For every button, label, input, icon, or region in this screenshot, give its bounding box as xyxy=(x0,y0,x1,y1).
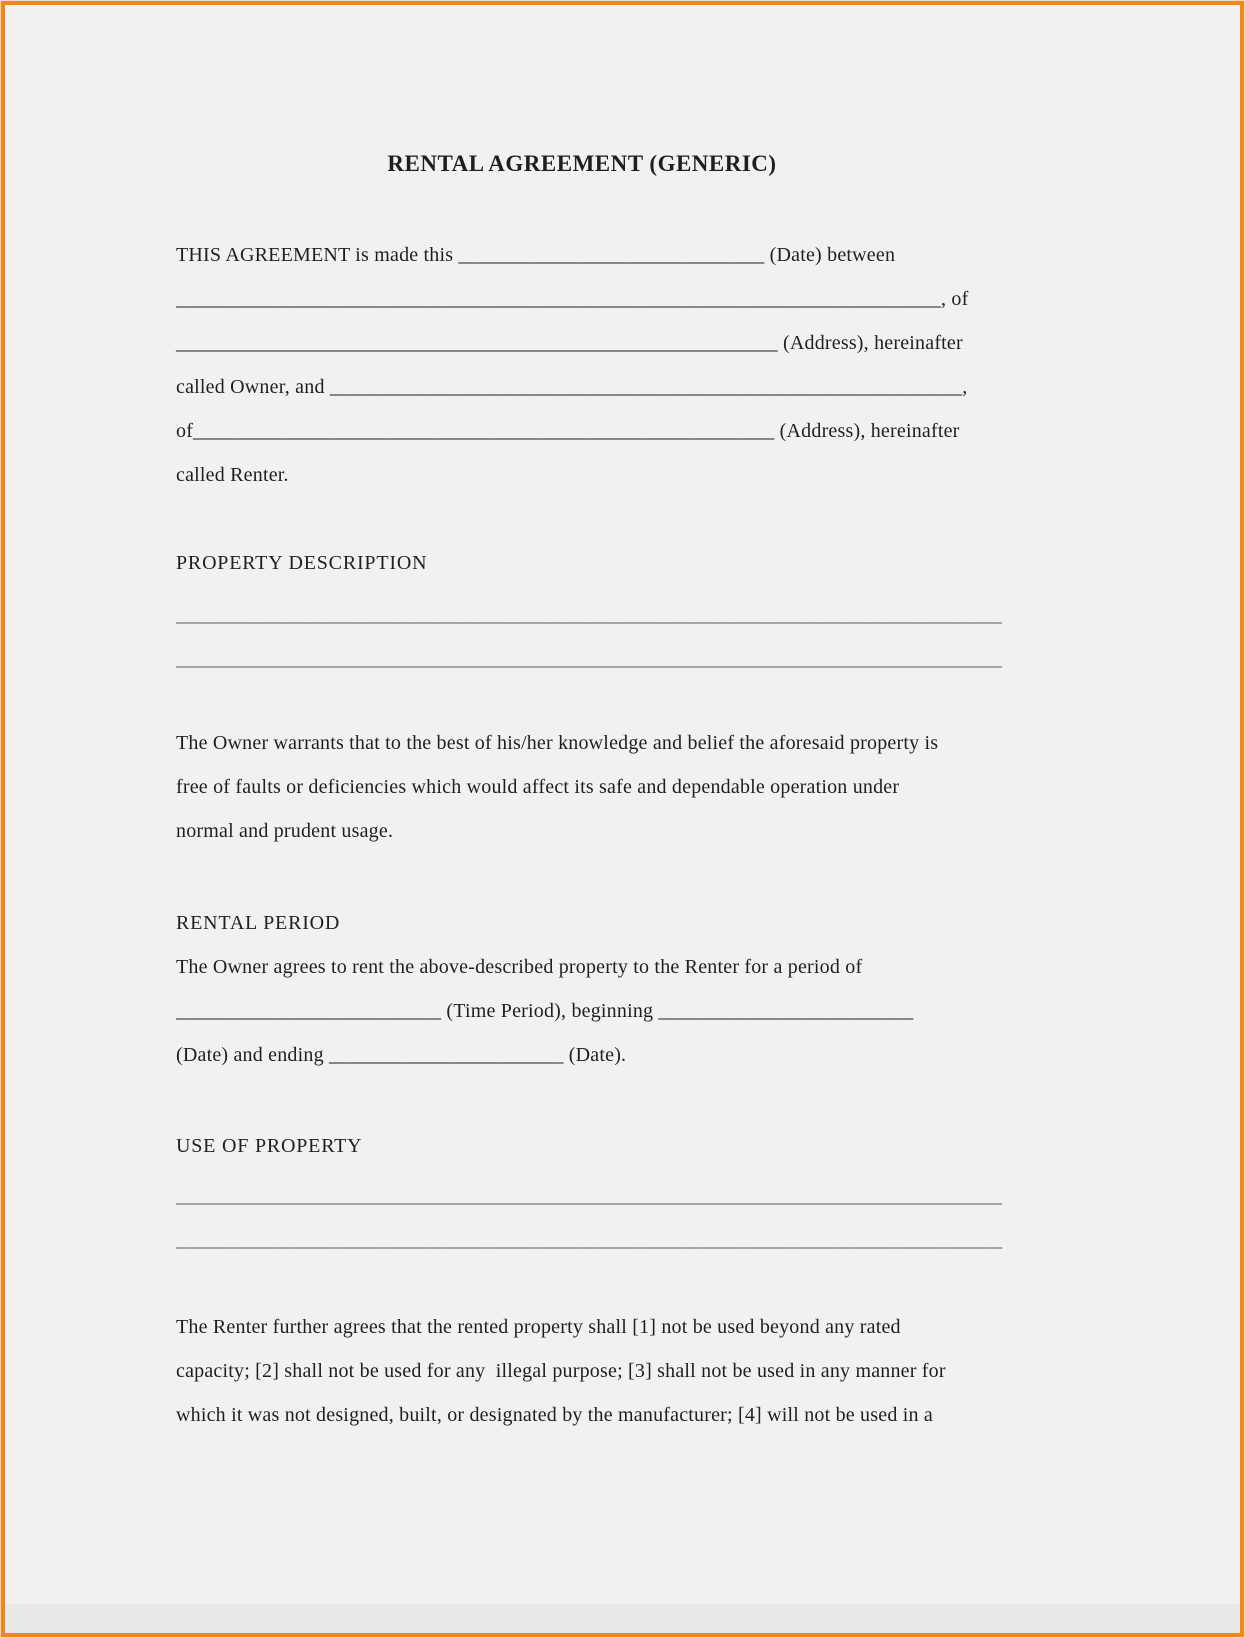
intro-line: ___________________________________________________________ (Address), hereinafter xyxy=(176,332,963,354)
blank-fill-in-line: _________________________________________________________________________________ xyxy=(176,1229,1003,1251)
intro-line: ___________________________________________________________________________, of xyxy=(176,288,969,310)
intro-paragraph xyxy=(176,233,988,497)
blank-fill-in-line: _________________________________________________________________________________ xyxy=(176,604,1003,626)
use-of-property-blanks xyxy=(176,1174,1003,1262)
warranty-line: free of faults or deficiencies which would affect its safe and dependable operation under xyxy=(176,776,900,798)
owner-warranty-paragraph xyxy=(176,721,988,853)
intro-line: THIS AGREEMENT is made this ______________________________ (Date) between xyxy=(176,244,896,266)
warranty-line: normal and prudent usage. xyxy=(176,820,394,842)
property-description-heading: PROPERTY DESCRIPTION xyxy=(176,552,428,574)
scan-bottom-shadow-band xyxy=(5,1604,1240,1633)
intro-line: called Renter. xyxy=(176,464,289,486)
document-page xyxy=(1,1,1244,1637)
blank-fill-in-line: _________________________________________________________________________________ xyxy=(176,648,1003,670)
rental-period-line: __________________________ (Time Period), beginning _________________________ xyxy=(176,1000,914,1022)
document-body xyxy=(176,5,1003,1437)
renter-obligations-line: capacity; [2] shall not be used for any illegal purpose; [3] shall not be used in any manner for xyxy=(176,1360,946,1382)
rental-period-paragraph xyxy=(176,945,988,1077)
renter-obligations-line: The Renter further agrees that the rented property shall [1] not be used beyond any rated xyxy=(176,1316,901,1338)
rental-period-heading: RENTAL PERIOD xyxy=(176,912,341,934)
renter-obligations-paragraph xyxy=(176,1305,988,1437)
property-description-blanks xyxy=(176,593,1003,681)
use-of-property-heading: USE OF PROPERTY xyxy=(176,1135,363,1157)
blank-fill-in-line: _________________________________________________________________________________ xyxy=(176,1185,1003,1207)
intro-line: of_________________________________________________________ (Address), hereinafter xyxy=(176,420,960,442)
intro-line: called Owner, and ______________________________________________________________, xyxy=(176,376,968,398)
rental-period-line: (Date) and ending _______________________ (Date). xyxy=(176,1044,627,1066)
rental-period-line: The Owner agrees to rent the above-described property to the Renter for a period of xyxy=(176,956,863,978)
document-title: RENTAL AGREEMENT (GENERIC) xyxy=(387,151,777,176)
warranty-line: The Owner warrants that to the best of his/her knowledge and belief the aforesaid property is xyxy=(176,732,939,754)
renter-obligations-line: which it was not designed, built, or designated by the manufacturer; [4] will not be used in a xyxy=(176,1404,933,1426)
